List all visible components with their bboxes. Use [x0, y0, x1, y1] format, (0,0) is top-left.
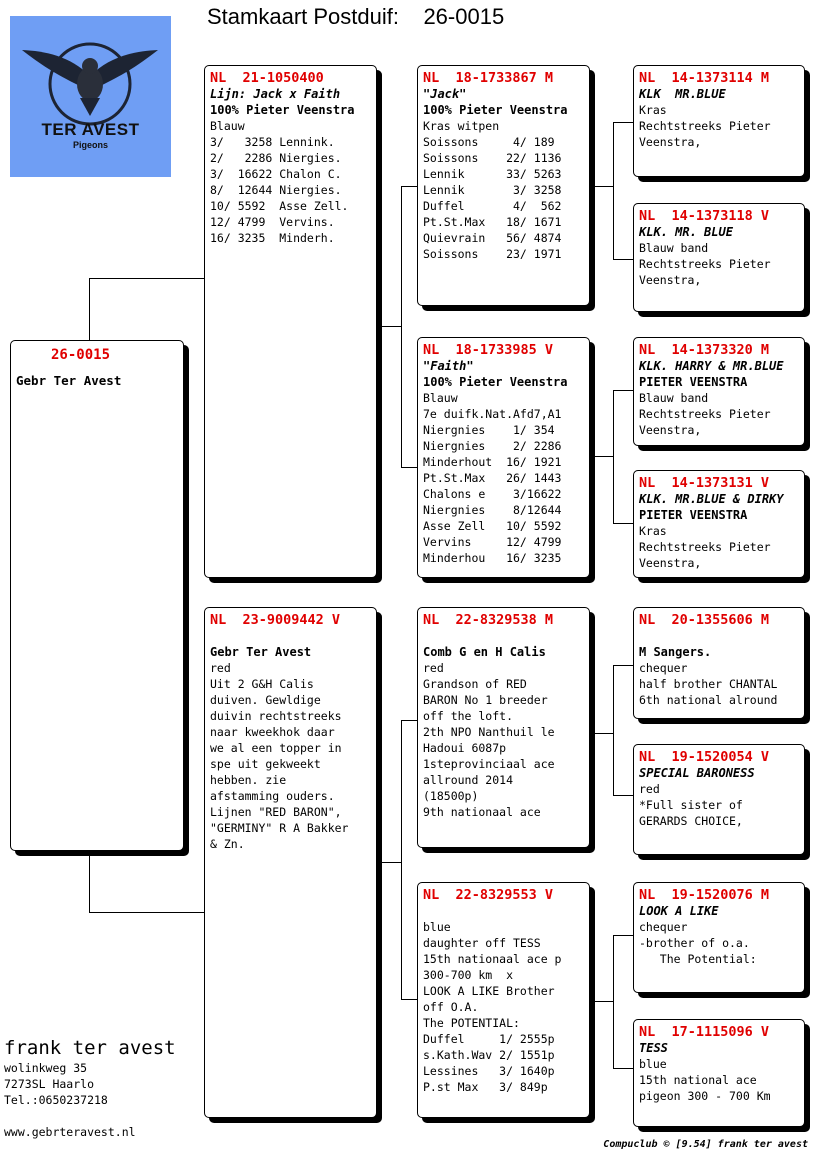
result-line: Pt.St.Max 26/ 1443	[423, 471, 562, 485]
info-line: Veenstra,	[639, 423, 702, 437]
logo-sub: Pigeons	[72, 140, 108, 150]
info-line: 300-700 km x	[423, 968, 514, 982]
info-line: 15th national ace	[639, 1073, 757, 1087]
info-line: allround 2014	[423, 773, 514, 787]
ring-number: NL 18-1733985 V	[423, 342, 554, 358]
owner-phone: Tel.:0650237218	[4, 1093, 108, 1107]
result-line: Soissons 23/ 1971	[423, 247, 562, 261]
result-line: Soissons 4/ 189	[423, 135, 555, 149]
info-line: 1steprovinciaal ace	[423, 757, 555, 771]
info-line: Blauw band	[639, 241, 709, 255]
breeder: 100% Pieter Veenstra	[423, 375, 568, 389]
info-line: blue	[423, 920, 451, 934]
result-line: Asse Zell 10/ 5592	[423, 519, 562, 533]
breeder: M Sangers.	[639, 645, 712, 659]
bloodline: KLK. HARRY & MR.BLUE	[639, 359, 784, 373]
connector	[401, 467, 417, 468]
ring-number: NL 21-1050400	[210, 70, 324, 86]
connector	[89, 851, 90, 913]
info-line: afstamming ouders.	[210, 789, 335, 803]
info-line: Grandson of RED	[423, 677, 527, 691]
info-line: Duffel 1/ 2555p	[423, 1032, 555, 1046]
result-line: Kras witpen	[423, 119, 500, 133]
info-line: *Full sister of	[639, 798, 743, 812]
connector	[613, 122, 614, 260]
spacer	[210, 628, 371, 644]
connector	[590, 456, 613, 457]
info-line: duivin rechtstreeks	[210, 709, 342, 723]
info-line: off the loft.	[423, 709, 514, 723]
pigeon-card-sdd[interactable]	[633, 470, 805, 578]
result-line: 10/ 5592 Asse Zell.	[210, 199, 349, 213]
ring-number: NL 22-8329538 M	[423, 612, 554, 628]
info-line: Kras	[639, 103, 667, 117]
info-line: naar kweekhok daar	[210, 725, 335, 739]
spacer	[423, 903, 584, 919]
info-line: duiven. Gewldige	[210, 693, 321, 707]
breeder: PIETER VEENSTRA	[639, 375, 748, 389]
bloodline: KLK. MR.BLUE & DIRKY	[639, 492, 784, 506]
footer-credit: Compuclub © [9.54] frank ter avest	[603, 1139, 808, 1150]
ring-number: 26-0015	[51, 347, 111, 363]
connector	[401, 720, 402, 1000]
pigeon-card-root[interactable]	[10, 340, 184, 851]
result-line: 3/ 3258 Lennink.	[210, 135, 335, 149]
breeder: Comb G en H Calis	[423, 645, 546, 659]
connector	[613, 935, 614, 1069]
result-line: Lennik 3/ 3258	[423, 183, 562, 197]
bloodline: KLK. MR. BLUE	[639, 225, 733, 239]
info-line: chequer	[639, 661, 688, 675]
bloodline: Lijn: Jack x Faith	[210, 87, 341, 101]
pigeon-card-sire-dam[interactable]	[417, 337, 590, 578]
logo-brand: TER AVEST	[41, 120, 140, 139]
ring-number: NL 14-1373131 V	[639, 475, 770, 491]
info-line: Veenstra,	[639, 556, 702, 570]
info-line: (18500p)	[423, 789, 479, 803]
pigeon-card-dam[interactable]	[204, 607, 377, 1118]
owner-street: wolinkweg 35	[4, 1061, 88, 1075]
result-line: Blauw	[423, 391, 458, 405]
owner-name: Gebr Ter Avest	[16, 373, 122, 388]
connector	[613, 665, 633, 666]
pigeon-card-dsd[interactable]	[633, 744, 805, 855]
pigeon-card-sds[interactable]	[633, 337, 805, 446]
pigeon-card-dam-sire[interactable]	[417, 607, 590, 848]
connector	[613, 523, 633, 524]
ring-number: NL 14-1373118 V	[639, 208, 770, 224]
info-line: Lijnen "RED BARON",	[210, 805, 342, 819]
result-line: Lennik 33/ 5263	[423, 167, 562, 181]
info-line: Lessines 3/ 1640p	[423, 1064, 555, 1078]
ring-number: NL 17-1115096 V	[639, 1024, 770, 1040]
page-title: Stamkaart Postduif: 26-0015	[207, 4, 505, 29]
result-line: 2/ 2286 Niergies.	[210, 151, 342, 165]
connector	[613, 390, 633, 391]
pigeon-logo-icon	[10, 16, 171, 126]
connector	[377, 326, 401, 327]
ring-number: NL 19-1520076 M	[639, 887, 770, 903]
result-line: 3/ 16622 Chalon C.	[210, 167, 342, 181]
bloodline: KLK MR.BLUE	[639, 87, 726, 101]
connector	[590, 733, 613, 734]
owner-block	[4, 1036, 176, 1108]
pigeon-card-dam-dam[interactable]	[417, 882, 590, 1118]
info-line: 6th national alround	[639, 693, 778, 707]
connector	[401, 999, 417, 1000]
color: Blauw	[210, 119, 245, 133]
pigeon-card-ddd[interactable]	[633, 1019, 805, 1127]
result-line: 12/ 4799 Vervins.	[210, 215, 335, 229]
info-line: The POTENTIAL:	[423, 1016, 520, 1030]
result-line: Minderhout 16/ 1921	[423, 455, 562, 469]
info-line: Rechtstreeks Pieter	[639, 540, 771, 554]
connector	[613, 259, 633, 260]
connector	[590, 186, 613, 187]
result-line: 7e duifk.Nat.Afd7,A1	[423, 407, 562, 421]
pigeon-card-sire[interactable]	[204, 65, 377, 578]
info-line: Veenstra,	[639, 135, 702, 149]
connector	[613, 665, 614, 796]
connector	[613, 1068, 633, 1069]
info-line: 9th nationaal ace	[423, 805, 541, 819]
result-line: 16/ 3235 Minderh.	[210, 231, 335, 245]
spacer	[423, 628, 584, 644]
info-line: & Zn.	[210, 837, 245, 851]
info-line: chequer	[639, 920, 688, 934]
connector	[401, 720, 417, 721]
ring-number: NL 22-8329553 V	[423, 887, 554, 903]
info-line: off O.A.	[423, 1000, 479, 1014]
pigeon-card-ssd[interactable]	[633, 203, 805, 312]
result-line: Vervins 12/ 4799	[423, 535, 562, 549]
info-line: red	[210, 661, 231, 675]
info-line: -brother of o.a.	[639, 936, 750, 950]
info-line: pigeon 300 - 700 Km	[639, 1089, 771, 1103]
result-line: Pt.St.Max 18/ 1671	[423, 215, 562, 229]
info-line: "GERMINY" R A Bakker	[210, 821, 349, 835]
bloodline: "Jack"	[423, 87, 467, 101]
pigeon-card-dds[interactable]	[633, 882, 805, 993]
connector	[401, 186, 402, 468]
logo	[10, 16, 171, 177]
info-line: P.st Max 3/ 849p	[423, 1080, 548, 1094]
info-line: hebben. zie	[210, 773, 287, 787]
info-line: 2th NPO Nanthuil le	[423, 725, 555, 739]
info-line: Uit 2 G&H Calis	[210, 677, 314, 691]
owner-city: 7273SL Haarlo	[4, 1077, 95, 1091]
info-line: Hadoui 6087p	[423, 741, 507, 755]
result-line: 8/ 12644 Niergies.	[210, 183, 342, 197]
connector	[613, 390, 614, 524]
info-line: s.Kath.Wav 2/ 1551p	[423, 1048, 555, 1062]
info-line: spe uit gekweekt	[210, 757, 321, 771]
bloodline: TESS	[639, 1041, 668, 1055]
info-line: red	[639, 782, 660, 796]
breeder: PIETER VEENSTRA	[639, 508, 748, 522]
result-line: Duffel 4/ 562	[423, 199, 562, 213]
info-line: BARON No 1 breeder	[423, 693, 548, 707]
website-link[interactable]: www.gebrteravest.nl	[4, 1125, 136, 1139]
connector	[377, 862, 401, 863]
ring-number: NL 20-1355606 M	[639, 612, 770, 628]
bloodline: "Faith"	[423, 359, 474, 373]
info-line: Kras	[639, 524, 667, 538]
info-line: Blauw band	[639, 391, 709, 405]
result-line: Chalons e 3/16622	[423, 487, 562, 501]
result-line: Soissons 22/ 1136	[423, 151, 562, 165]
connector	[590, 1001, 613, 1002]
connector	[401, 186, 417, 187]
ring-number: NL 19-1520054 V	[639, 749, 770, 765]
info-line: LOOK A LIKE Brother	[423, 984, 555, 998]
info-line: GERARDS CHOICE,	[639, 814, 743, 828]
bloodline: LOOK A LIKE	[639, 904, 719, 918]
info-line: 15th nationaal ace p	[423, 952, 562, 966]
connector	[613, 122, 633, 123]
result-line: Niergnies 1/ 354	[423, 423, 555, 437]
pigeon-card-sss[interactable]	[633, 65, 805, 177]
info-line: Rechtstreeks Pieter	[639, 407, 771, 421]
info-line: half brother CHANTAL	[639, 677, 778, 691]
breeder: 100% Pieter Veenstra	[423, 103, 568, 117]
info-line: blue	[639, 1057, 667, 1071]
info-line: Rechtstreeks Pieter	[639, 119, 771, 133]
bloodline: SPECIAL BARONESS	[639, 766, 755, 780]
info-line: Rechtstreeks Pieter	[639, 257, 771, 271]
result-line: Quievrain 56/ 4874	[423, 231, 562, 245]
pigeon-card-dss[interactable]	[633, 607, 805, 719]
breeder: 100% Pieter Veenstra	[210, 103, 355, 117]
info-line: Veenstra,	[639, 273, 702, 287]
result-line: Niergnies 2/ 2286	[423, 439, 562, 453]
info-line: red	[423, 661, 444, 675]
info-line: The Potential:	[639, 952, 757, 966]
ring-number: NL 18-1733867 M	[423, 70, 554, 86]
ring-number: NL 14-1373320 M	[639, 342, 770, 358]
breeder: Gebr Ter Avest	[210, 645, 312, 659]
result-line: Niergnies 8/12644	[423, 503, 562, 517]
info-line: we al een topper in	[210, 741, 342, 755]
connector	[613, 795, 633, 796]
spacer	[639, 628, 799, 644]
ring-number: NL 14-1373114 M	[639, 70, 770, 86]
owner-name: frank ter avest	[4, 1037, 176, 1059]
ring-number: NL 23-9009442 V	[210, 612, 341, 628]
connector	[89, 278, 204, 279]
pigeon-card-sire-sire[interactable]	[417, 65, 590, 306]
result-line: Minderhou 16/ 3235	[423, 551, 562, 565]
info-line: daughter off TESS	[423, 936, 541, 950]
connector	[89, 278, 90, 340]
connector	[89, 912, 204, 913]
connector	[613, 935, 633, 936]
